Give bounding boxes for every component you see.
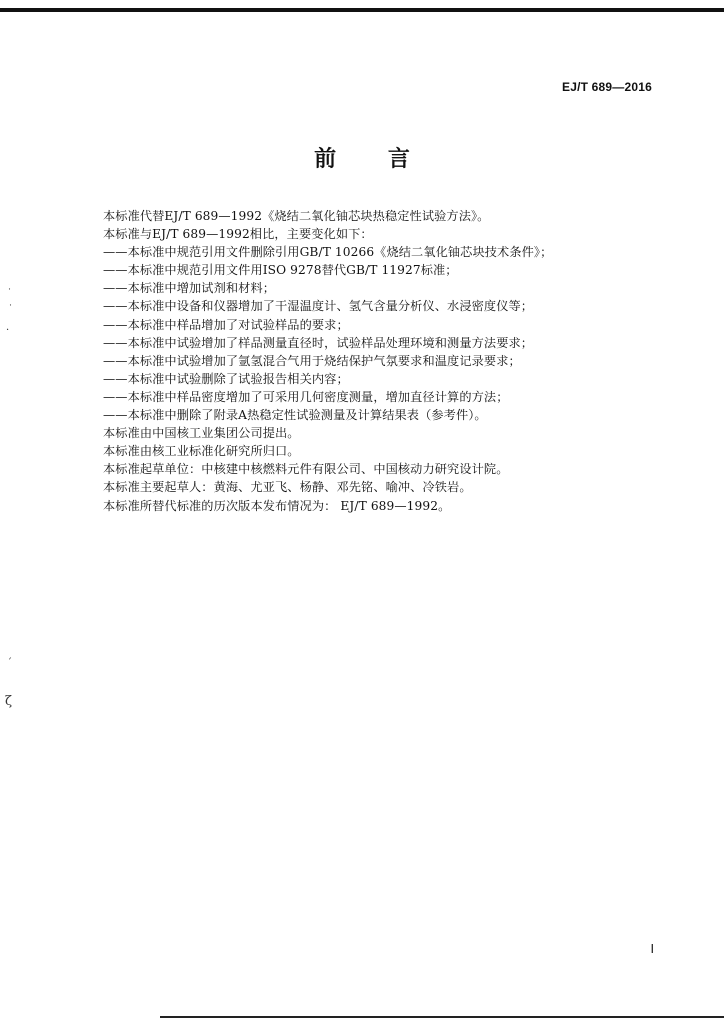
page-title: 前 言 <box>314 146 432 172</box>
top-border-rule <box>0 8 724 12</box>
change-list-item: ——本标准中试验增加了氩氢混合气用于烧结保护气氛要求和温度记录要求； <box>103 353 521 368</box>
standard-code: EJ/T 689—2016 <box>562 80 652 94</box>
bottom-border-rule <box>160 1016 724 1018</box>
paragraph-line: 本标准由中国核工业集团公司提出。 <box>103 426 300 441</box>
change-list-item: ——本标准中规范引用文件用ISO 9278替代GB/T 11927标准； <box>103 263 458 278</box>
change-list-item: ——本标准中删除了附录A热稳定性试验测量及计算结果表（参考件）。 <box>103 408 487 423</box>
paragraph-line: 本标准与EJ/T 689—1992相比，主要变化如下： <box>103 227 373 242</box>
change-list-item: ——本标准中试验删除了试验报告相关内容； <box>103 371 349 386</box>
scan-artifact-mark: · <box>6 325 10 336</box>
change-list-item: ——本标准中规范引用文件删除引用GB/T 10266《烧结二氧化铀芯块技术条件》； <box>103 245 553 260</box>
scan-artifact-mark: ˊ <box>7 658 12 669</box>
foreword-body <box>103 207 663 515</box>
change-list-item: ——本标准中增加试剂和材料； <box>103 281 276 296</box>
paragraph-line: 本标准代替EJ/T 689—1992《烧结二氧化铀芯块热稳定性试验方法》。 <box>103 209 490 223</box>
paragraph-line: 本标准由核工业标准化研究所归口。 <box>103 444 300 459</box>
change-list-item: ——本标准中样品增加了对试验样品的要求； <box>103 317 349 332</box>
paragraph-line: 本标准起草单位：中核建中核燃料元件有限公司、中国核动力研究设计院。 <box>103 462 509 477</box>
paragraph-line: 本标准主要起草人：黄海、尤亚飞、杨静、邓先铭、喻冲、冷铁岩。 <box>103 480 472 495</box>
change-list-item: ——本标准中样品密度增加了可采用几何密度测量，增加直径计算的方法； <box>103 389 509 404</box>
paragraph-line: 本标准所替代标准的历次版本发布情况为： EJ/T 689—1992。 <box>103 498 451 513</box>
scan-artifact-mark: ζ <box>5 694 13 709</box>
scan-artifact-mark: ˙ <box>7 288 12 299</box>
change-list-item: ——本标准中设备和仪器增加了干湿温度计、氢气含量分析仪、水浸密度仪等； <box>103 299 534 314</box>
scan-artifact-mark: ˙ <box>8 304 13 315</box>
page-number: I <box>650 942 654 956</box>
change-list-item: ——本标准中试验增加了样品测量直径时，试验样品处理环境和测量方法要求； <box>103 335 534 350</box>
